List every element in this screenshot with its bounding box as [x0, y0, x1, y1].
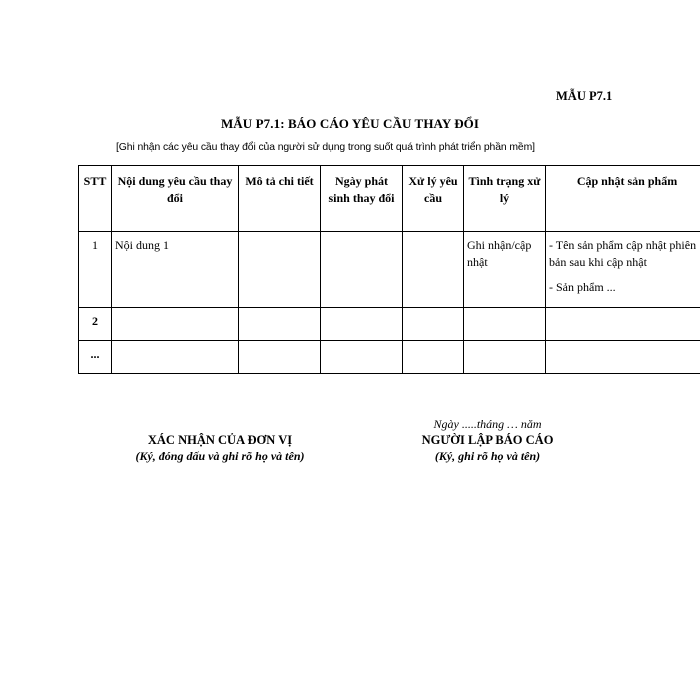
cell-detail [239, 341, 321, 374]
cell-handling [403, 308, 464, 341]
unit-confirmation-note: (Ký, đóng dấu và ghi rõ họ và tên) [135, 449, 305, 463]
cell-product-update [546, 308, 700, 341]
change-request-table [78, 165, 700, 374]
column-header-date: Ngày phát sinh thay đổi [321, 166, 403, 232]
column-header-detail: Mô tả chi tiết [239, 166, 321, 232]
cell-date [321, 232, 403, 308]
table-row [79, 308, 700, 341]
cell-detail [239, 232, 321, 308]
cell-stt: ... [79, 341, 112, 374]
reporter-signature-block [400, 416, 575, 464]
cell-status [464, 341, 546, 374]
column-header-stt: STT [79, 166, 112, 232]
cell-handling [403, 232, 464, 308]
column-header-product-update: Cập nhật sản phẩm [546, 166, 700, 232]
column-header-content: Nội dung yêu cầu thay đổi [112, 166, 239, 232]
unit-confirmation-block [110, 432, 330, 464]
table-header-row [79, 166, 700, 232]
cell-status [464, 308, 546, 341]
unit-confirmation-title: XÁC NHẬN CỦA ĐƠN VỊ [147, 433, 293, 447]
reporter-title: NGƯỜI LẬP BÁO CÁO [421, 433, 554, 447]
date-line: Ngày .....tháng … năm [433, 417, 542, 431]
cell-handling [403, 341, 464, 374]
cell-product-update [546, 341, 700, 374]
cell-status: Ghi nhận/cập nhật [464, 232, 546, 308]
cell-detail [239, 308, 321, 341]
reporter-note: (Ký, ghi rõ họ và tên) [434, 449, 541, 463]
cell-content [112, 341, 239, 374]
cell-product-update [546, 232, 700, 308]
product-update-line: - Tên sản phẩm cập nhật phiên bản sau khi cập nhật [549, 238, 697, 269]
cell-date [321, 341, 403, 374]
document-subtitle: [Ghi nhận các yêu cầu thay đổi của người sử dụng trong suốt quá trình phát triển phần mềm] [116, 142, 535, 153]
column-header-status: Tình trạng xử lý [464, 166, 546, 232]
cell-stt: 2 [79, 308, 112, 341]
product-update-line: - Sản phẩm ... [549, 280, 616, 294]
cell-content [112, 308, 239, 341]
document-title: MẪU P7.1: BÁO CÁO YÊU CẦU THAY ĐỔI [220, 116, 480, 131]
column-header-handling: Xử lý yêu cầu [403, 166, 464, 232]
table-row [79, 341, 700, 374]
form-code: MẪU P7.1 [556, 89, 613, 103]
cell-date [321, 308, 403, 341]
cell-stt: 1 [79, 232, 112, 308]
table-row [79, 232, 700, 308]
cell-content: Nội dung 1 [112, 232, 239, 308]
